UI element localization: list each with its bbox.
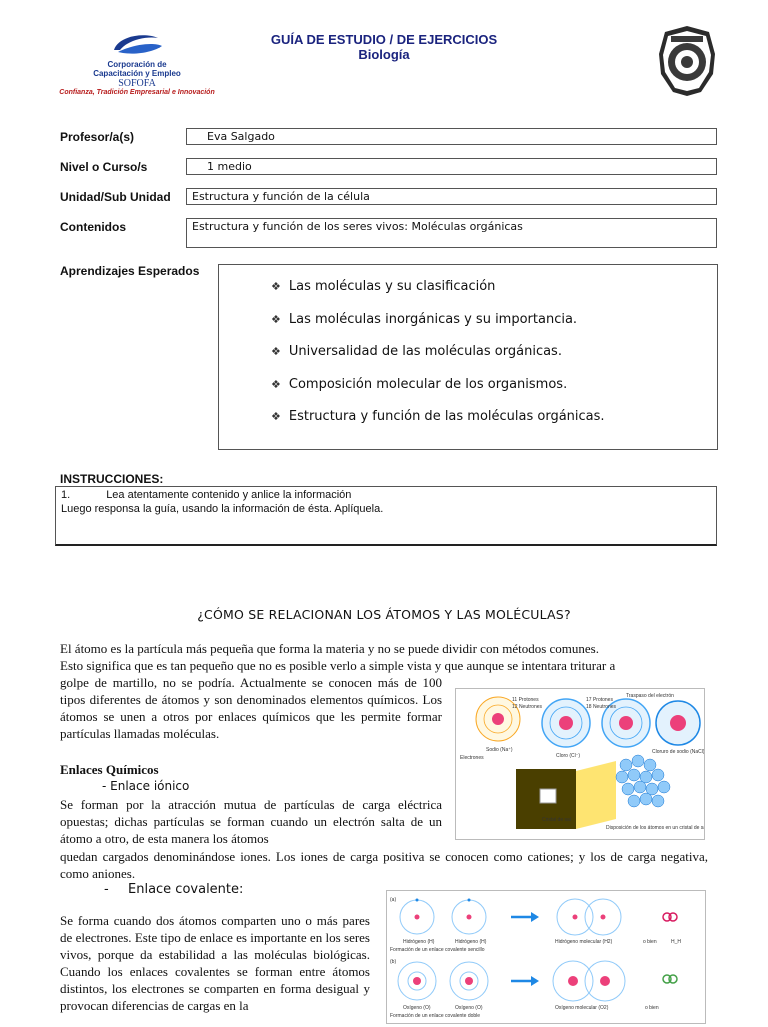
paragraph-atoms: golpe de martillo, no se podría. Actualmente se conocen más de 100 tipos diferentes de átomos y son denominados elementos químicos. Los átomos se unen a otros por enlaces químicos que les permite formar partículas llamadas moléculas. [60, 675, 442, 741]
label: o bien [643, 939, 657, 945]
paragraph-covalente: Se forma cuando dos átomos comparten uno o más pares de electrones. Este tipo de enlace es importante en los seres vivos, porque da estabilidad a las moléculas biológicas. Cuando los enlaces covalentes se forman entre átomos distintos, los electrones se comparten en forma desigual y provocan diferencias de cargas en la [60, 913, 370, 1013]
logo-line-2: Capacitación y Empleo [93, 69, 181, 78]
enlace-covalente-title: Enlace covalente: [128, 882, 244, 897]
list-item: ❖ Las moléculas inorgánicas y su importancia. [271, 311, 578, 327]
label: o bien [645, 1005, 659, 1011]
label: Oxígeno (O) [403, 1005, 431, 1011]
covalente-dash: - [104, 882, 109, 897]
aprendizajes-label: Aprendizajes Esperados [60, 264, 200, 278]
label: (b) [390, 959, 397, 965]
label: (a) [390, 897, 397, 903]
label: Formación de un enlace covalente sencillo [390, 947, 485, 953]
label: Sodio (Na⁺) [486, 747, 513, 753]
instrucciones-box [55, 486, 717, 546]
list-item: ❖ Composición molecular de los organismos. [271, 376, 568, 392]
paragraph-ionico: Se forman por la atracción mutua de partículas de carga eléctrica opuestas; dichas partículas se forman cuando un electrón salta de un átomo a otro, de esta manera los átomos [60, 797, 442, 846]
school-seal-icon [657, 24, 717, 98]
diamond-bullet-icon: ❖ [271, 410, 281, 423]
label: Cristal de sal [542, 817, 571, 823]
label: Cloruro de sodio (NaCl) [652, 749, 704, 755]
aprendizajes-list [271, 279, 605, 442]
contenidos-field[interactable]: Estructura y función de los seres vivos: Moléculas orgánicas [186, 218, 717, 248]
label: 12 Neutrones [512, 704, 543, 710]
covalent-bond-diagram [387, 891, 705, 1023]
diamond-bullet-icon: ❖ [271, 377, 281, 391]
unidad-label: Unidad/Sub Unidad [60, 190, 171, 204]
label: Oxígeno molecular (O2) [555, 1005, 609, 1011]
list-item: ❖ Estructura y función de las moléculas orgánicas. [271, 409, 605, 424]
list-item: ❖ Las moléculas y su clasificación [271, 279, 496, 294]
diamond-bullet-icon: ❖ [271, 345, 281, 358]
paragraph-line: Esto significa que es tan pequeño que no es posible verlo a simple vista y que aunque se intentara triturar a [60, 658, 616, 673]
label: Hidrógeno (H) [403, 939, 435, 945]
unidad-field[interactable]: Estructura y función de la célula [186, 188, 717, 205]
ionic-bond-figure [455, 688, 705, 840]
label: 17 Protones [586, 697, 613, 703]
enlace-ionico-title: - Enlace iónico [102, 779, 190, 793]
paragraph-iones: quedan cargados denominándose iones. Los iones de carga positiva se conocen como cationes; y los de carga negativa, como aniones. [60, 849, 708, 881]
covalent-bond-figure [386, 890, 706, 1024]
instruction-line-2: Luego responsa la guía, usando la información de ésta. Aplíquela. [61, 503, 384, 515]
profesor-field[interactable]: Eva Salgado [186, 128, 717, 145]
sofofa-logo [58, 30, 216, 102]
label: Electrones [460, 755, 484, 761]
label: 11 Protones [512, 697, 539, 703]
label: H_H [671, 939, 682, 945]
paragraph-line: El átomo es la partícula más pequeña que forma la materia y no se puede dividir con métodos comunes. [60, 641, 599, 656]
instrucciones-label: INSTRUCCIONES: [60, 472, 164, 486]
ionic-bond-diagram [456, 689, 704, 839]
logo-line-3: SOFOFA [118, 78, 156, 89]
label: Disposición de los átomos en un cristal de sal [606, 825, 704, 831]
list-item: ❖ Universalidad de las moléculas orgánicas. [271, 344, 562, 359]
logo-swoosh-icon [58, 30, 216, 56]
profesor-label: Profesor/a(s) [60, 130, 135, 144]
aprendizajes-box [218, 264, 718, 450]
label: Formación de un enlace covalente doble [390, 1013, 481, 1019]
guide-title: GUÍA DE ESTUDIO / DE EJERCICIOS [270, 32, 498, 47]
nivel-field[interactable]: 1 medio [186, 158, 717, 175]
diamond-bullet-icon: ❖ [271, 280, 281, 293]
label: Traspaso del electrón [626, 693, 674, 699]
enlaces-title: Enlaces Químicos [60, 762, 159, 777]
label: Hidrógeno (H) [455, 939, 487, 945]
logo-tagline: Confianza, Tradición Empresarial e Innovación [59, 89, 215, 96]
section-heading: ¿CÓMO SE RELACIONAN LOS ÁTOMOS Y LAS MOLÉCULAS? [197, 607, 571, 622]
logo-line-1: Corporación de [107, 60, 167, 69]
nivel-label: Nivel o Curso/s [60, 160, 148, 174]
label: 18 Neutrones [586, 704, 617, 710]
label: Oxígeno (O) [455, 1005, 483, 1011]
subject-title: Biología [358, 47, 410, 62]
diamond-bullet-icon: ❖ [271, 312, 281, 326]
contenidos-label: Contenidos [60, 220, 126, 234]
label: Hidrógeno molecular (H2) [555, 939, 613, 945]
label: Cloro (Cl⁻) [556, 753, 581, 759]
instruction-line-1: 1. Lea atentamente contenido y anlice la información [61, 489, 352, 501]
